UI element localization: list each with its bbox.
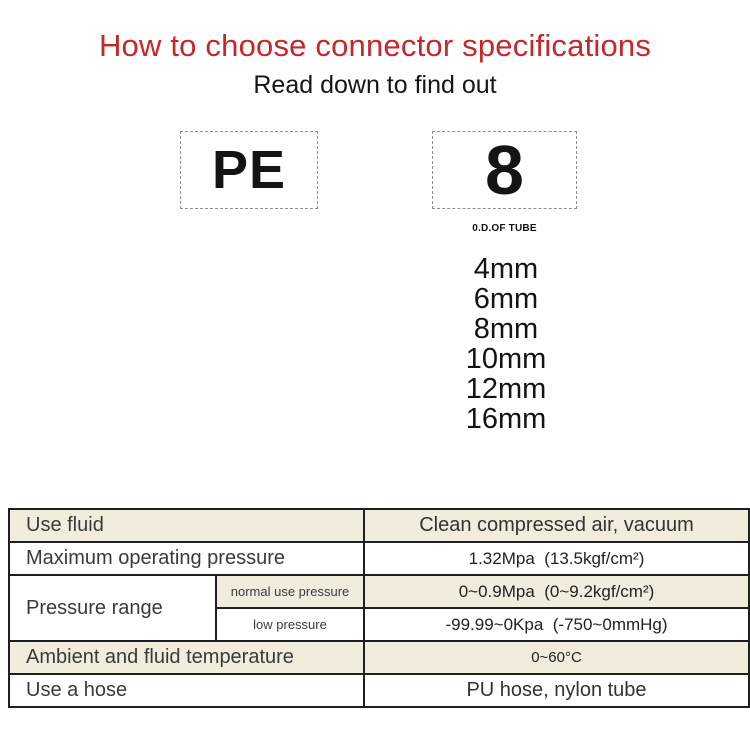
use-fluid-value-cell: Clean compressed air, vacuum [364, 509, 749, 542]
page-subtitle: Read down to find out [253, 71, 497, 99]
ambient-temperature-value-cell: 0~60°C [364, 641, 749, 674]
table-row-ambient-temperature [9, 641, 749, 674]
tube-size-box [432, 131, 577, 209]
spec-table [8, 508, 750, 708]
use-a-hose-label-cell: Use a hose [9, 674, 364, 707]
series-code-label: PE [211, 140, 287, 200]
tube-size-option: 10mm [465, 343, 547, 375]
pressure-range-label-cell: Pressure range [9, 575, 216, 641]
low-pressure-label-cell: low pressure [216, 608, 364, 641]
max-pressure-label-cell: Maximum operating pressure [9, 542, 364, 575]
tube-size-list [406, 254, 606, 434]
max-pressure-value-cell: 1.32Mpa (13.5kgf/cm²) [364, 542, 749, 575]
page-title: How to choose connector specifications [98, 28, 652, 63]
table-row-use-a-hose [9, 674, 749, 707]
table-row-pressure-range-normal [9, 575, 749, 608]
low-pressure-value-cell: -99.99~0Kpa (-750~0mmHg) [364, 608, 749, 641]
tube-size-option: 4mm [473, 253, 539, 285]
tube-size-option: 6mm [473, 283, 539, 315]
use-a-hose-value-cell: PU hose, nylon tube [364, 674, 749, 707]
table-row-use-fluid [9, 509, 749, 542]
tube-size-option: 8mm [473, 313, 539, 345]
table-row-max-operating-pressure [9, 542, 749, 575]
normal-use-pressure-value-cell: 0~0.9Mpa (0~9.2kgf/cm²) [364, 575, 749, 608]
tube-size-option: 16mm [465, 403, 547, 435]
series-code-box [180, 131, 318, 209]
tube-size-option: 12mm [465, 373, 547, 405]
use-fluid-label-cell: Use fluid [9, 509, 364, 542]
ambient-temperature-label-cell: Ambient and fluid temperature [9, 641, 364, 674]
normal-use-pressure-label-cell: normal use pressure [216, 575, 364, 608]
tube-size-label: 8 [485, 131, 524, 209]
od-of-tube-caption: 0.D.OF TUBE [472, 223, 537, 234]
